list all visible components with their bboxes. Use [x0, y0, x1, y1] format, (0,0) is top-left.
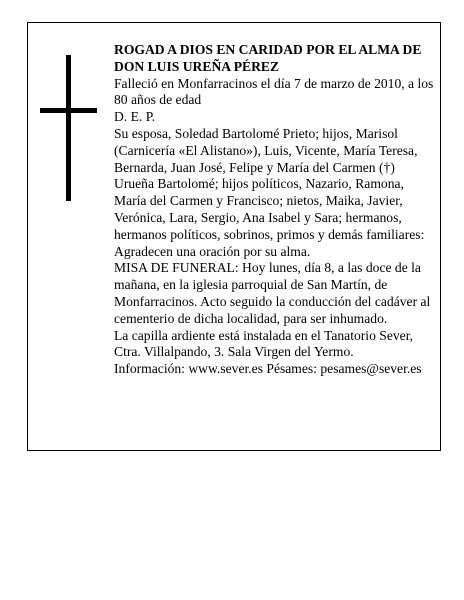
thanks-text: Agradecen una oración por su alma.: [114, 243, 311, 259]
obituary-notice: [27, 22, 441, 451]
chapel-info: La capilla ardiente está instalada en el Tanatorio Sever, Ctra. Villalpando, 3. Sala Virgen del Yermo.: [114, 327, 414, 360]
funeral-info: MISA DE FUNERAL: Hoy lunes, día 8, a las doce de la mañana, en la iglesia parroquial de San Martín, de Monfarracinos. Acto seguido la conducción del cadáver al cementerio de dicha localidad, para ser inhumado.: [114, 260, 431, 326]
family-list: Su esposa, Soledad Bartolomé Prieto; hijos, Marisol (Carnicería «El Alistano»), Luis, Vicente, María Teresa, Bernarda, Juan José, Felipe y María del Carmen (†) Urueña Bartolomé; hijos políticos, Nazario, Ramona, María del Carmen y Francisco; nietos, Maika, Javier, Verónica, Lara, Sergio, Ana Isabel y Sara; hermanos, hermanos políticos, sobrinos, primos y demás familiares:: [114, 125, 425, 242]
cross-icon: [40, 55, 97, 201]
death-info: Falleció en Monfarracinos el día 7 de marzo de 2010, a los 80 años de edad: [114, 75, 434, 108]
notice-text: [114, 42, 436, 378]
dep-text: D. E. P.: [114, 109, 156, 125]
notice-heading: ROGAD A DIOS EN CARIDAD POR EL ALMA DE: [114, 42, 422, 57]
contact-info: Información: www.sever.es Pésames: pesames@sever.es: [114, 361, 422, 377]
deceased-name: DON LUIS UREÑA PÉREZ: [114, 58, 280, 74]
